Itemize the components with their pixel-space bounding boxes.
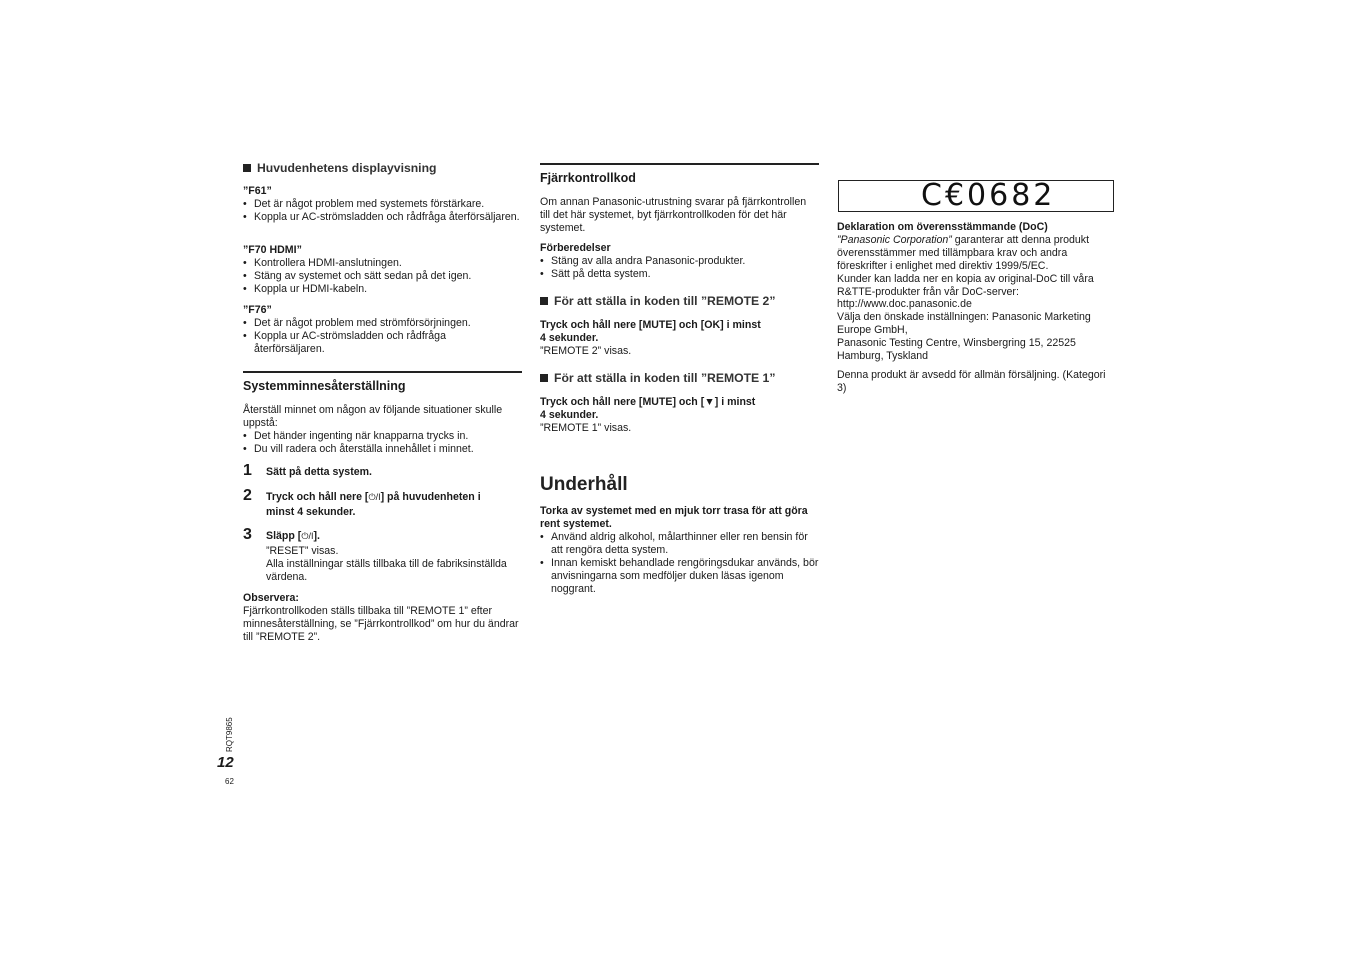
remote2-heading: För att ställa in koden till ”REMOTE 2” xyxy=(540,294,775,309)
ce-mark-box xyxy=(838,180,1114,212)
list-item: • Koppla ur HDMI-kabeln. xyxy=(243,283,523,296)
step-number: 1 xyxy=(243,462,252,479)
prep-label: Förberedelser xyxy=(540,242,611,254)
f70-list xyxy=(243,257,523,296)
list-item: • Koppla ur AC-strömsladden och rådfråga återförsäljaren. xyxy=(243,211,523,224)
section-rule xyxy=(243,371,522,373)
maintenance-instruction: Torka av systemet med en mjuk torr trasa för att göra rent systemet. xyxy=(540,505,808,530)
doc-statement: ”Panasonic Corporation” garanterar att denna produkt överensstämmer med tillämpbara krav och andra föreskrifter i enlighet med direktiv 1999/5/EC. xyxy=(837,234,1090,272)
remote-intro: Om annan Panasonic-utrustning svarar på fjärrkontrollen till det här systemet, byt fjärrkontrollkoden för det här systemet. xyxy=(540,196,807,234)
list-item: • Innan kemiskt behandlade rengöringsdukar används, bör anvisningarna som medföljer duken läsas igenom noggrant. xyxy=(540,557,819,596)
code-f76: ”F76” xyxy=(243,304,272,316)
note-label: Observera: xyxy=(243,592,299,604)
doc-url: http://www.doc.panasonic.de xyxy=(837,298,972,310)
reset-intro: Återställ minnet om någon av följande situationer skulle uppstå: xyxy=(243,404,503,429)
doc-select-text: Välja den önskade inställningen: Panasonic Marketing Europe GmbH, xyxy=(837,311,1091,336)
list-item: • Det händer ingenting när knapparna trycks in. xyxy=(243,430,523,443)
step-text: Släpp [⏻/I]. xyxy=(266,530,320,542)
display-heading: Huvudenhetens displayvisning xyxy=(243,161,436,176)
f76-list xyxy=(243,317,503,356)
square-bullet-icon xyxy=(540,374,548,382)
list-item: • Koppla ur AC-strömsladden och rådfråga återförsäljaren. xyxy=(243,330,503,356)
section-rule xyxy=(540,163,819,165)
remote2-instruction: Tryck och håll nere [MUTE] och [OK] i minst xyxy=(540,319,761,331)
square-bullet-icon xyxy=(243,164,251,172)
list-item: • Det är något problem med systemets förstärkare. xyxy=(243,198,523,211)
page-number-small: 62 xyxy=(225,777,234,786)
code-f70: ”F70 HDMI” xyxy=(243,244,302,256)
maintenance-list xyxy=(540,531,819,596)
list-item: • Stäng av alla andra Panasonic-produkter. xyxy=(540,255,819,268)
step-text: Sätt på detta system. xyxy=(266,466,372,478)
step-result: ”RESET” visas. xyxy=(266,545,339,557)
remote2-result: ”REMOTE 2” visas. xyxy=(540,345,632,357)
doc-heading: Deklaration om överensstämmande (DoC) xyxy=(837,221,1048,233)
power-icon: ⏻/I xyxy=(368,492,381,502)
step-result-note: Alla inställningar ställs tillbaka till de fabriksinställda värdena. xyxy=(266,558,507,583)
ce-mark: C€0682 xyxy=(921,178,1056,213)
company-name: ”Panasonic Corporation” xyxy=(837,234,952,246)
reset-list xyxy=(243,430,523,456)
list-item: • Kontrollera HDMI-anslutningen. xyxy=(243,257,523,270)
model-number: RQT9865 xyxy=(225,717,234,752)
code-f61: ”F61” xyxy=(243,185,272,197)
square-bullet-icon xyxy=(540,297,548,305)
remote1-result: ”REMOTE 1” visas. xyxy=(540,422,632,434)
sale-category: Denna produkt är avsedd för allmän försäljning. (Kategori 3) xyxy=(837,369,1106,394)
remote1-instruction: Tryck och håll nere [MUTE] och [▼] i minst xyxy=(540,396,756,408)
page-number: 12 xyxy=(217,754,234,771)
maintenance-heading: Underhåll xyxy=(540,474,628,495)
step-number: 3 xyxy=(243,526,252,543)
step-3 xyxy=(243,527,523,585)
reset-heading: Systemminnesåterställning xyxy=(243,379,406,393)
list-item: • Sätt på detta system. xyxy=(540,268,819,281)
power-icon: ⏻/I xyxy=(301,531,314,541)
note-text: Fjärrkontrollkoden ställs tillbaka till ”REMOTE 1” efter minnesåterställning, se ”Fjärrkontrollkod” om hur du ändrar till ”REMOTE 2”. xyxy=(243,605,519,643)
f61-list xyxy=(243,198,523,224)
step-2 xyxy=(243,488,523,522)
remote-heading: Fjärrkontrollkod xyxy=(540,171,636,185)
list-item: • Du vill radera och återställa innehållet i minnet. xyxy=(243,443,523,456)
remote2-instruction-cont: 4 sekunder. xyxy=(540,332,599,344)
remote1-instruction-cont: 4 sekunder. xyxy=(540,409,599,421)
step-text: Tryck och håll nere [⏻/I] på huvudenheten i minst 4 sekunder. xyxy=(266,491,481,518)
list-item: • Använd aldrig alkohol, målarthinner eller ren bensin för att rengöra detta system. xyxy=(540,531,819,557)
list-item: • Det är något problem med strömförsörjningen. xyxy=(243,317,503,330)
remote1-heading: För att ställa in koden till ”REMOTE 1” xyxy=(540,371,775,386)
doc-address: Panasonic Testing Centre, Winsbergring 15, 22525 Hamburg, Tyskland xyxy=(837,337,1076,362)
prep-list xyxy=(540,255,819,281)
step-1 xyxy=(243,463,523,483)
list-item: • Stäng av systemet och sätt sedan på det igen. xyxy=(243,270,523,283)
step-number: 2 xyxy=(243,487,252,504)
doc-download-text: Kunder kan ladda ner en kopia av original-DoC till våra R&TTE-produkter från vår DoC-server: xyxy=(837,273,1094,298)
